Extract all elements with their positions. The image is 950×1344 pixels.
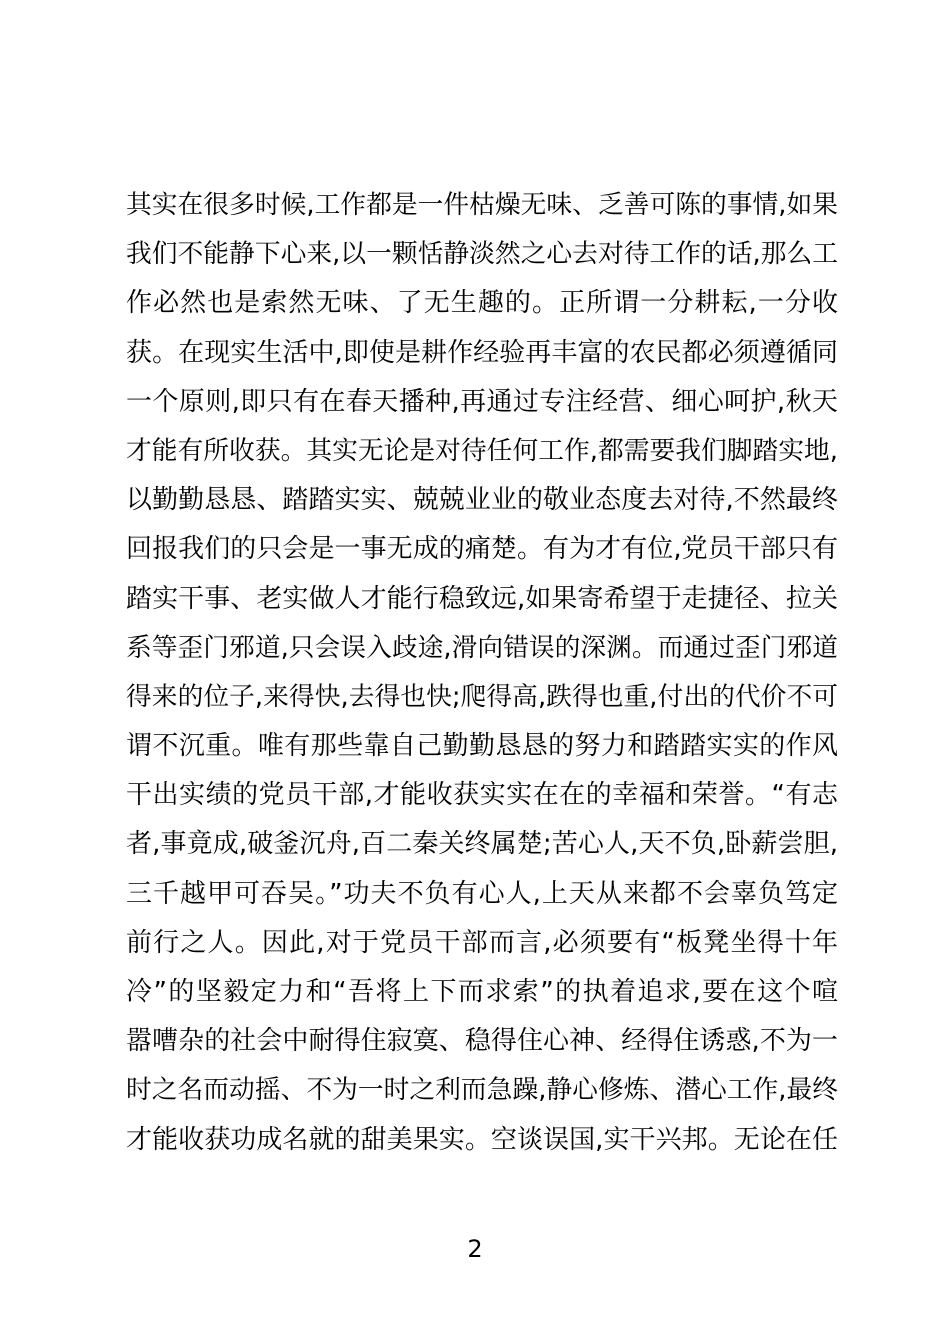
page-number: 2 (467, 1235, 483, 1263)
body-paragraph (126, 181, 838, 1165)
text-line: 前行之人。因此,对于党员干部而言,必须要有“板凳坐得十年 (126, 927, 838, 958)
text-line: 嚣嘈杂的社会中耐得住寂寞、稳得住心神、经得住诱惑,不为一 (126, 1026, 838, 1057)
text-line: 冷”的坚毅定力和“吾将上下而求索”的执着追求,要在这个喧 (126, 977, 838, 1007)
text-line: 回报我们的只会是一事无成的痛楚。有为才有位,党员干部只有 (126, 534, 838, 565)
text-line: 三千越甲可吞吴。”功夫不负有心人,上天从来都不会辜负笃定 (126, 878, 838, 909)
text-line: 我们不能静下心来,以一颗恬静淡然之心去对待工作的话,那么工 (126, 239, 838, 270)
text-line: 一个原则,即只有在春天播种,再通过专注经营、细心呵护,秋天 (126, 386, 838, 417)
text-line: 时之名而动摇、不为一时之利而急躁,静心修炼、潜心工作,最终 (126, 1075, 838, 1106)
text-line: 系等歪门邪道,只会误入歧途,滑向错误的深渊。而通过歪门邪道 (126, 632, 838, 663)
text-line: 作必然也是索然无味、了无生趣的。正所谓一分耕耘,一分收 (126, 288, 838, 319)
text-line: 谓不沉重。唯有那些靠自己勤勤恳恳的努力和踏踏实实的作风 (126, 731, 838, 762)
text-line: 以勤勤恳恳、踏踏实实、兢兢业业的敬业态度去对待,不然最终 (126, 485, 838, 516)
text-line: 踏实干事、老实做人才能行稳致远,如果寄希望于走捷径、拉关 (126, 583, 838, 614)
text-line: 者,事竟成,破釜沉舟,百二秦关终属楚;苦心人,天不负,卧薪尝胆, (126, 829, 838, 860)
text-line: 才能收获功成名就的甜美果实。空谈误国,实干兴邦。无论在任 (126, 1124, 838, 1155)
text-line: 其实在很多时候,工作都是一件枯燥无味、乏善可陈的事情,如果 (126, 190, 838, 220)
text-line: 干出实绩的党员干部,才能收获实实在在的幸福和荣誉。“有志 (126, 780, 838, 811)
text-line: 才能有所收获。其实无论是对待任何工作,都需要我们脚踏实地, (126, 435, 838, 466)
text-line: 获。在现实生活中,即使是耕作经验再丰富的农民都必须遵循同 (126, 337, 838, 368)
text-line: 得来的位子,来得快,去得也快;爬得高,跌得也重,付出的代价不可 (126, 681, 838, 712)
